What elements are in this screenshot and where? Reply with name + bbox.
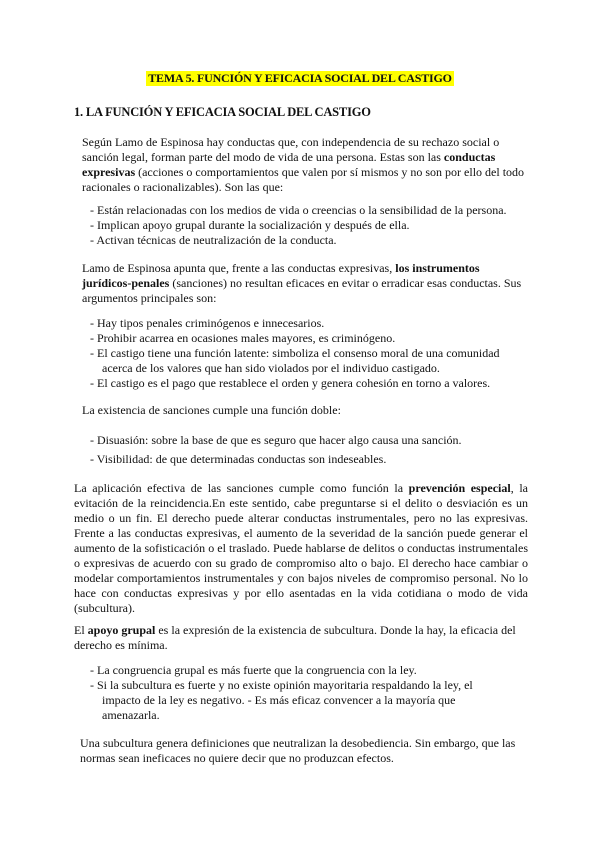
list-item: - Disuasión: sobre la base de que es seguro que hacer algo causa una sanción. [90,433,462,447]
list-item: - Prohibir acarrea en ocasiones males mayores, es criminógeno. [90,331,396,345]
list-subcultura [90,663,490,723]
list-item: - Implican apoyo grupal durante la socialización y después de ella. [90,218,410,232]
list-item: - La congruencia grupal es más fuerte que la congruencia con la ley. [90,663,417,677]
list-item: - Hay tipos penales criminógenos e innecesarios. [90,316,325,330]
p1-text-c: (acciones o comportamientos que valen por sí mismos y no son por ello del todo racionales o racionalizables). Son las que: [82,165,525,194]
p4-bold: prevención especial [408,481,511,495]
p2-bold: los instrumentos jurídicos-penales [82,261,480,290]
paragraph-apoyo-grupal [74,623,528,653]
p2-text-c: (sanciones) no resultan eficaces en evitar o erradicar esas conductas. Sus argumentos principales son: [82,276,522,305]
list-item: - Visibilidad: de que determinadas conductas son indeseables. [90,452,387,466]
p4-text-c: , la evitación de la reincidencia.En este sentido, cabe preguntarse si el delito o desviación es un medio o un fin. El derecho puede alterar conductas instrumentales, pero no las expresivas. Frente a las conductas expresivas, el aumento de la severidad de la sanción puede generar el aumento de la sofisticación o el traslado. Puede hablarse de delitos o conductas instrumentales o expresivas de acuerdo con su grado de compromiso alto o bajo. El derecho hace cambiar o modelar comportamientos instrumentales y con bajos niveles de compromiso personal. No lo hace con conductas expresivas y por ello asentadas en la vida cotidiana o modo de vida (subcultura). [74,481,528,615]
list-argumentos [90,316,520,391]
section-heading: 1. LA FUNCIÓN Y EFICACIA SOCIAL DEL CASTIGO [74,105,371,119]
p5-text-c: es la expresión de la existencia de subcultura. Donde la hay, la eficacia del derecho es mínima. [74,623,516,652]
p4-text-a: La aplicación efectiva de las sanciones cumple como función la [74,481,409,495]
document-title: TEMA 5. FUNCIÓN Y EFICACIA SOCIAL DEL CASTIGO [148,71,452,85]
list-item: - Están relacionadas con los medios de vida o creencias o la sensibilidad de la persona. [90,203,507,217]
paragraph-conductas-expresivas [82,135,528,195]
list-funcion-doble [90,433,530,467]
p5-bold: apoyo grupal [87,623,156,637]
paragraph-prevencion-especial [74,481,528,616]
paragraph-funcion-doble: La existencia de sanciones cumple una función doble: [82,403,341,417]
p2-text-a: Lamo de Espinosa apunta que, frente a las conductas expresivas, [82,261,396,275]
paragraph-instrumentos [82,261,528,306]
list-item: - Activan técnicas de neutralización de la conducta. [90,233,337,247]
paragraph-neutralizacion: Una subcultura genera definiciones que neutralizan la desobediencia. Sin embargo, que las normas sean ineficaces no quiere decir que no produzcan efectos. [80,736,516,765]
list-item: - El castigo tiene una función latente: simboliza el consenso moral de una comunidad acerca de los valores que han sido violados por el individuo castigado. [90,346,500,375]
list-item: - El castigo es el pago que restablece el orden y genera cohesión en torno a valores. [90,376,491,390]
p1-text-a: Según Lamo de Espinosa hay conductas que, con independencia de su rechazo social o sanción legal, forman parte del modo de vida de una persona. Estas son las [82,135,500,164]
list-item: - Si la subcultura es fuerte y no existe opinión mayoritaria respaldando la ley, el impacto de la ley es negativo. - Es más eficaz convencer a la mayoría que amenazarla. [90,678,473,722]
title-wrap [0,71,600,86]
p5-text-a: El [74,623,88,637]
p1-bold: conductas expresivas [82,150,496,179]
list-conductas [90,203,530,248]
